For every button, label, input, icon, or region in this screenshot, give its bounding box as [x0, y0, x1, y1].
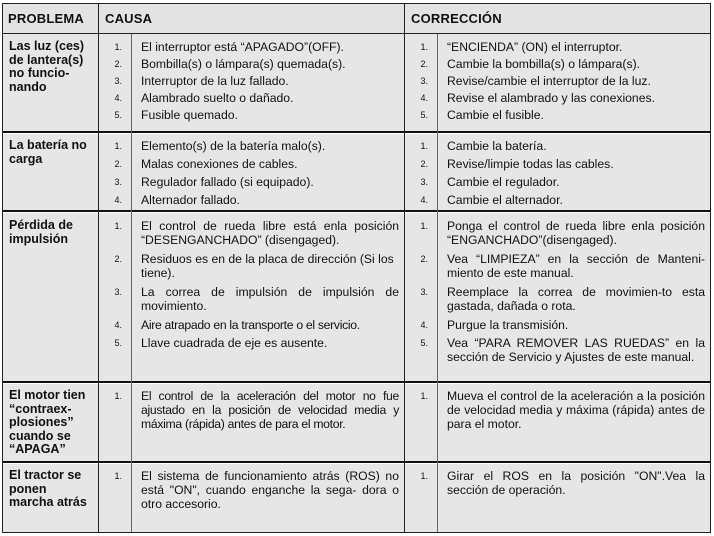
row-divider-4: [2, 461, 711, 463]
fix-number: 4.: [420, 93, 428, 103]
fix-text: Reemplace la correa de movimien-to esta gastada, dañada o rota.: [447, 285, 705, 313]
cause-text: Aire atrapado en la transporte o el servicio.: [141, 318, 360, 332]
cause-text: El interruptor está “APAGADO”(OFF).: [141, 40, 344, 54]
right-border: [710, 3, 711, 533]
troubleshooting-table: [2, 3, 711, 533]
cause-number: 1.: [114, 391, 122, 401]
fix-text: Vea “LIMPIEZA” en la sección de Manteni- miento de este manual.: [447, 252, 705, 280]
left-border: [2, 3, 3, 533]
row-divider-1: [2, 131, 711, 133]
fix-number: 3.: [420, 287, 428, 297]
cause-text: El control de rueda libre está enla posición “DESENGANCHADO” (disengaged).: [141, 219, 399, 247]
cause-number: 1.: [114, 221, 122, 231]
fix-number: 2.: [420, 254, 428, 264]
row-divider-2: [2, 210, 711, 212]
cause-text: Alternador fallado.: [141, 193, 240, 207]
problem-1: Las luz (ces) de lantera(s) no funcio- nando: [9, 39, 85, 94]
fix-number: 1.: [420, 391, 428, 401]
cause-number: 1.: [114, 141, 122, 151]
fix-text: Girar el ROS en la posición "ON".Vea la sección de operación.: [447, 469, 705, 497]
fix-text: Ponga el control de rueda libre enla posición “ENGANCHADO”(disengaged).: [447, 219, 705, 247]
fix-text: Cambie el regulador.: [447, 175, 560, 189]
cause-text: Residuos es en de la placa de dirección (Si los tiene).: [141, 252, 394, 280]
cause-text: Regulador fallado (si equipado).: [141, 175, 314, 189]
fix-text: Vea “PARA REMOVER LAS RUEDAS” en la sección de Servicio y Ajustes de este manual.: [447, 336, 705, 364]
cause-text: Llave cuadrada de eje es ausente.: [141, 336, 328, 350]
cause-number: 3.: [114, 177, 122, 187]
fix-text: Cambie la batería.: [447, 139, 547, 153]
fix-number: 5.: [420, 110, 428, 120]
header-problema: PROBLEMA: [2, 3, 98, 34]
cause-number: 3.: [114, 76, 122, 86]
fix-number: 2.: [420, 159, 428, 169]
cause-text: La correa de impulsión de impulsión de movimiento.: [141, 285, 399, 313]
cause-number: 4.: [114, 195, 122, 205]
cause-text: Interruptor de la luz fallado.: [141, 74, 289, 88]
fix-number: 3.: [420, 177, 428, 187]
bottom-border: [2, 532, 711, 533]
fix-number: 1.: [420, 42, 428, 52]
fix-number: 4.: [420, 195, 428, 205]
top-border: [2, 3, 711, 4]
problem-2: La batería no carga: [9, 138, 87, 166]
cause-number: 5.: [114, 338, 122, 348]
cause-text: Malas conexiones de cables.: [141, 157, 298, 171]
cause-number: 3.: [114, 287, 122, 297]
fix-text: “ENCIENDA” (ON) el interruptor.: [447, 40, 623, 54]
cause-text: El sistema de funcionamiento atrás (ROS) no está "ON", cuando enganche la sega- dora o otro accesorio.: [141, 469, 399, 511]
cause-text: El control de la aceleración del motor no fue ajustado en la posición de velocidad media y máxima (rápida) antes de para el motor.: [141, 389, 399, 431]
fix-text: Purgue la transmisión.: [447, 318, 569, 332]
fix-text: Revise/cambie el interruptor de la luz.: [447, 74, 651, 88]
header-rule: [2, 33, 711, 34]
cause-number: 2.: [114, 159, 122, 169]
cause-text: Elemento(s) de la batería malo(s).: [141, 139, 326, 153]
problem-4: El motor tien “contraex- plosiones” cuando se “APAGA”: [9, 388, 86, 456]
row-divider-3: [2, 381, 711, 383]
cause-text: Fusible quemado.: [141, 108, 238, 122]
fix-number-rule: [437, 34, 438, 532]
fix-number: 4.: [420, 320, 428, 330]
fix-number: 1.: [420, 221, 428, 231]
fix-text: Mueva el control de la aceleración a la posición de velocidad media y máxima (rápida) antes de para el motor.: [447, 389, 705, 431]
fix-number: 1.: [420, 141, 428, 151]
cause-number: 4.: [114, 320, 122, 330]
cause-number: 4.: [114, 93, 122, 103]
fix-number: 5.: [420, 338, 428, 348]
fix-number: 2.: [420, 59, 428, 69]
cause-number: 2.: [114, 254, 122, 264]
fix-text: Revise el alambrado y las conexiones.: [447, 91, 655, 105]
col-divider-1: [98, 3, 99, 533]
cause-number-rule: [131, 34, 132, 532]
fix-number: 1.: [420, 471, 428, 481]
fix-number: 3.: [420, 76, 428, 86]
fix-text: Revise/limpie todas las cables.: [447, 157, 614, 171]
cause-number: 1.: [114, 42, 122, 52]
problem-5: El tractor se ponen marcha atrás: [9, 468, 87, 509]
col-divider-2: [404, 3, 405, 533]
fix-text: Cambie la bombilla(s) o lámpara(s).: [447, 57, 641, 71]
cause-text: Alambrado suelto o dañado.: [141, 91, 294, 105]
cause-number: 2.: [114, 59, 122, 69]
problem-3: Pérdida de impulsión: [9, 218, 73, 246]
header-correccion: CORRECCIÓN: [405, 3, 711, 34]
fix-text: Cambie el fusible.: [447, 108, 544, 122]
header-causa: CAUSA: [99, 3, 404, 34]
cause-text: Bombilla(s) o lámpara(s) quemada(s).: [141, 57, 346, 71]
fix-text: Cambie el alternador.: [447, 193, 563, 207]
cause-number: 1.: [114, 471, 122, 481]
cause-number: 5.: [114, 110, 122, 120]
